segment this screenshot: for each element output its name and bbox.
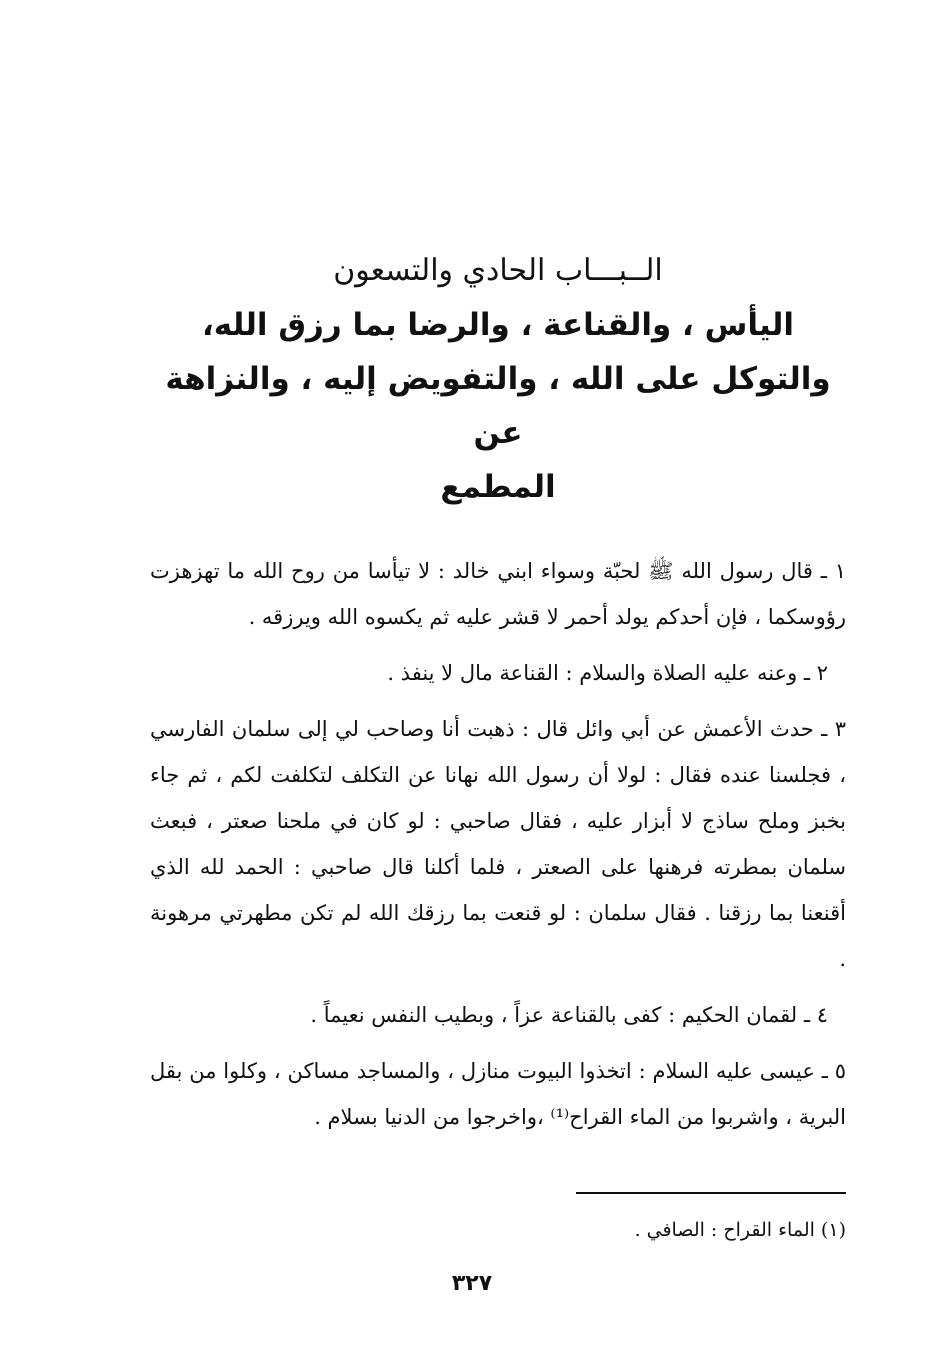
chapter-number: الــبـــاب الحادي والتسعون <box>333 253 663 288</box>
paragraph-1: ١ ـ قال رسول الله ﷺ لحبّة وسواء ابني خالد : لا تيأسا من روح الله ما تهزهزت رؤوسكما ، فإن أحدكم يولد أحمر لا قشر عليه ثم يكسوه الله ويرزقه . <box>150 559 846 629</box>
chapter-title-line: المطمع <box>440 469 556 505</box>
paragraph-3: ٣ ـ حدث الأعمش عن أبي وائل قال : ذهبت أنا وصاحب لي إلى سلمان الفارسي ، فجلسنا عنده فقال : لولا أن رسول الله نهانا عن التكلف لتكلفت لكم ، ثم جاء بخبز وملح ساذج لا أبزار عليه ، فقال صاحبي : لو كان في ملحنا صعتر ، فبعث سلمان بمطرته فرهنها على الصعتر ، فلما أكلنا قال صاحبي : الحمد لله الذي أقنعنا بما رزقنا . فقال سلمان : لو قنعت بما رزقك الله لم تكن مطهرتي مرهونة . <box>150 717 846 971</box>
footnote-divider <box>576 1192 846 1194</box>
paragraph-5: ٥ ـ عيسى عليه السلام : اتخذوا البيوت منازل ، والمساجد مساكن ، وكلوا من بقل البرية ، واشربوا من الماء القراح⁽¹⁾ ،واخرجوا من الدنيا بسلام . <box>150 1059 846 1129</box>
chapter-title <box>150 298 846 514</box>
page-number: ٣٢٧ <box>451 1271 493 1296</box>
chapter-heading <box>150 248 846 514</box>
paragraph-4: ٤ ـ لقمان الحكيم : كفى بالقناعة عزاً ، وبطيب النفس نعيماً . <box>310 1003 828 1027</box>
body-text <box>150 548 846 1150</box>
chapter-title-line: والتوكل على الله ، والتفويض إليه ، والنزاهة عن <box>165 361 831 451</box>
footnote: (١) الماء القراح : الصافي . <box>634 1219 846 1241</box>
paragraph-2: ٢ ـ وعنه عليه الصلاة والسلام : القناعة مال لا ينفذ . <box>387 661 828 685</box>
chapter-title-line: اليأس ، والقناعة ، والرضا بما رزق الله، <box>202 307 794 343</box>
